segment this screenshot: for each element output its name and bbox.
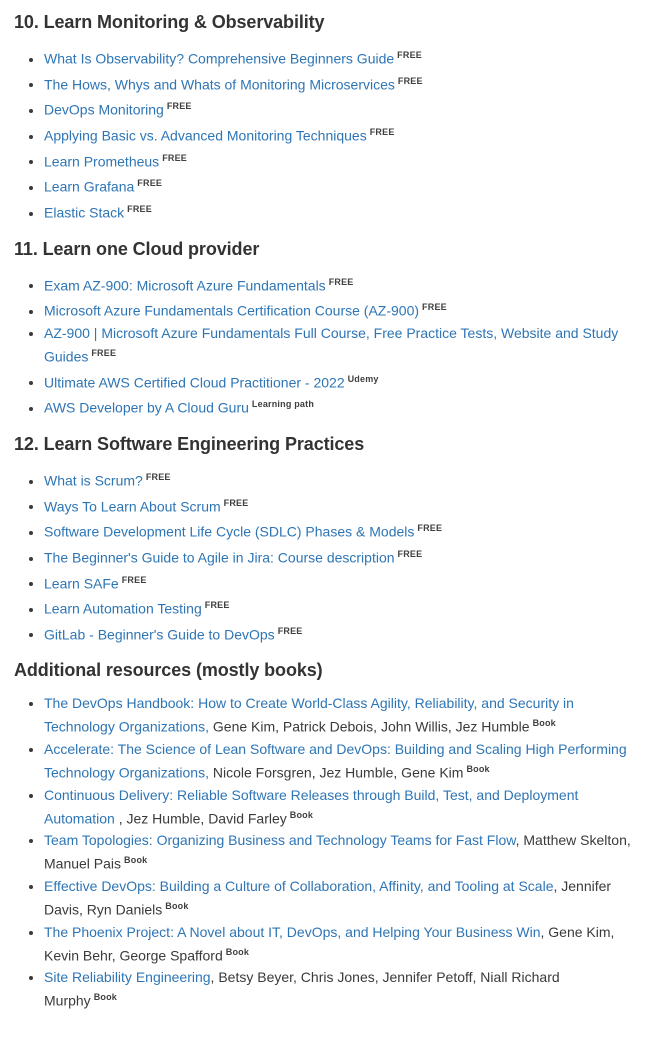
authors-text: , Gene Kim, Kevin Behr, George Spafford: [44, 923, 615, 964]
resource-list: [14, 45, 635, 223]
list-item: [44, 922, 635, 966]
resource-tag-badge: FREE: [277, 625, 303, 636]
resource-tag-badge: Learning path: [251, 399, 315, 410]
list-item: [44, 369, 635, 393]
resource-link[interactable]: DevOps Monitoring: [44, 101, 164, 118]
resource-tag-badge: FREE: [223, 497, 249, 508]
resource-tag-badge: Book: [225, 946, 250, 957]
resource-link[interactable]: The DevOps Handbook: How to Create World-Class Agility, Reliability, and Security in Technology Organizations,: [44, 695, 574, 736]
resource-tag-badge: FREE: [369, 126, 395, 137]
resource-link[interactable]: Team Topologies: Organizing Business and Technology Teams for Fast Flow: [44, 832, 516, 849]
resource-link[interactable]: Learn Prometheus: [44, 153, 160, 170]
authors-text: Gene Kim, Patrick Debois, John Willis, Jez Humble: [209, 719, 530, 736]
resource-link[interactable]: Continuous Delivery: Reliable Software Releases through Build, Test, and Deployment Automation: [44, 786, 579, 827]
resource-link[interactable]: Elastic Stack: [44, 204, 125, 221]
resource-link[interactable]: AWS Developer by A Cloud Guru: [44, 399, 249, 416]
authors-text: Nicole Forsgren, Jez Humble, Gene Kim: [209, 764, 464, 781]
authors-text: , Betsy Beyer, Chris Jones, Jennifer Petoff, Niall Richard Murphy: [44, 969, 560, 1010]
list-item: [44, 785, 635, 829]
resource-tag-badge: FREE: [204, 600, 230, 611]
resource-tag-badge: Book: [466, 764, 490, 775]
resource-link[interactable]: What is Scrum?: [44, 472, 143, 489]
resource-tag-badge: Book: [93, 992, 117, 1003]
resource-tag-badge: FREE: [137, 178, 163, 189]
resource-link[interactable]: Learn Grafana: [44, 178, 135, 195]
list-item: [44, 570, 635, 594]
list-item: [44, 71, 635, 95]
list-item: [44, 199, 635, 223]
resource-link[interactable]: GitLab - Beginner's Guide to DevOps: [44, 626, 275, 643]
resource-link[interactable]: The Hows, Whys and Whats of Monitoring Microservices: [44, 76, 395, 93]
authors-text: , Jez Humble, David Farley: [114, 810, 287, 827]
resource-tag-badge: FREE: [328, 276, 354, 287]
resource-link[interactable]: Ultimate AWS Certified Cloud Practitioner - 2022: [44, 374, 345, 391]
resource-link[interactable]: The Phoenix Project: A Novel about IT, DevOps, and Helping Your Business Win: [44, 923, 541, 940]
list-item: [44, 323, 635, 367]
list-item: [44, 394, 635, 418]
document-body: [14, 12, 635, 1011]
resource-tag-badge: FREE: [417, 523, 443, 534]
list-item: [44, 467, 635, 491]
list-item: [44, 693, 635, 737]
resource-link[interactable]: Site Reliability Engineering: [44, 969, 211, 986]
section-heading: 10. Learn Monitoring & Observability: [14, 12, 325, 32]
resource-link[interactable]: Learn SAFe: [44, 575, 119, 592]
list-item: [44, 544, 635, 568]
resource-tag-badge: FREE: [422, 302, 447, 313]
section-heading: 11. Learn one Cloud provider: [14, 238, 260, 259]
resource-tag-badge: FREE: [397, 50, 422, 60]
resource-link[interactable]: Ways To Learn About Scrum: [44, 498, 221, 515]
resource-tag-badge: FREE: [145, 471, 171, 482]
list-item: [44, 45, 635, 69]
authors-text: , Matthew Skelton, Manuel Pais: [44, 832, 631, 873]
list-item: [44, 830, 635, 874]
resource-tag-badge: Book: [165, 901, 189, 912]
section-heading: 12. Learn Software Engineering Practices: [14, 433, 365, 454]
resource-tag-badge: Book: [289, 809, 314, 820]
resource-tag-badge: Book: [124, 855, 148, 866]
list-item: [44, 595, 635, 619]
resource-list: [14, 272, 635, 418]
resource-link[interactable]: Microsoft Azure Fundamentals Certification Course (AZ-900): [44, 302, 420, 319]
resource-link[interactable]: Applying Basic vs. Advanced Monitoring Techniques: [44, 127, 367, 144]
resource-link[interactable]: The Beginner's Guide to Agile in Jira: Course description: [44, 549, 395, 566]
resource-section: [14, 239, 635, 418]
list-item: [44, 876, 635, 920]
resource-list: [14, 693, 635, 1011]
resource-tag-badge: FREE: [121, 574, 147, 585]
section-heading: Additional resources (mostly books): [14, 660, 323, 681]
resource-tag-badge: FREE: [166, 101, 192, 112]
resource-list: [14, 467, 635, 645]
resource-section: [14, 660, 635, 1011]
resource-section: [14, 434, 635, 645]
list-item: [44, 122, 635, 146]
resource-tag-badge: FREE: [162, 152, 187, 163]
resource-tag-badge: FREE: [91, 347, 117, 358]
resource-tag-badge: FREE: [397, 75, 423, 86]
list-item: [44, 272, 635, 296]
authors-text: , Jennifer Davis, Ryn Daniels: [44, 878, 612, 918]
resource-link[interactable]: Learn Automation Testing: [44, 600, 202, 617]
list-item: [44, 297, 635, 321]
resource-link[interactable]: Accelerate: The Science of Lean Software and DevOps: Building and Scaling High Performing Technology Organizations,: [44, 741, 627, 781]
resource-link[interactable]: What Is Observability? Comprehensive Beginners Guide: [44, 50, 395, 67]
list-item: [44, 739, 635, 783]
list-item: [44, 518, 635, 542]
resource-link[interactable]: Software Development Life Cycle (SDLC) Phases & Models: [44, 523, 415, 540]
list-item: [44, 96, 635, 120]
list-item: [44, 621, 635, 645]
list-item: [44, 493, 635, 517]
resource-tag-badge: Udemy: [347, 373, 379, 384]
resource-link[interactable]: AZ-900 | Microsoft Azure Fundamentals Full Course, Free Practice Tests, Website and Study Guides: [44, 324, 619, 365]
resource-section: [14, 12, 635, 223]
list-item: [44, 148, 635, 172]
resource-tag-badge: FREE: [397, 548, 423, 559]
resource-link[interactable]: Effective DevOps: Building a Culture of Collaboration, Affinity, and Tooling at Scale: [44, 878, 554, 895]
resource-tag-badge: Book: [532, 718, 556, 729]
resource-tag-badge: FREE: [127, 203, 152, 214]
resource-link[interactable]: Exam AZ-900: Microsoft Azure Fundamentals: [44, 277, 326, 294]
list-item: [44, 173, 635, 197]
list-item: [44, 967, 635, 1011]
